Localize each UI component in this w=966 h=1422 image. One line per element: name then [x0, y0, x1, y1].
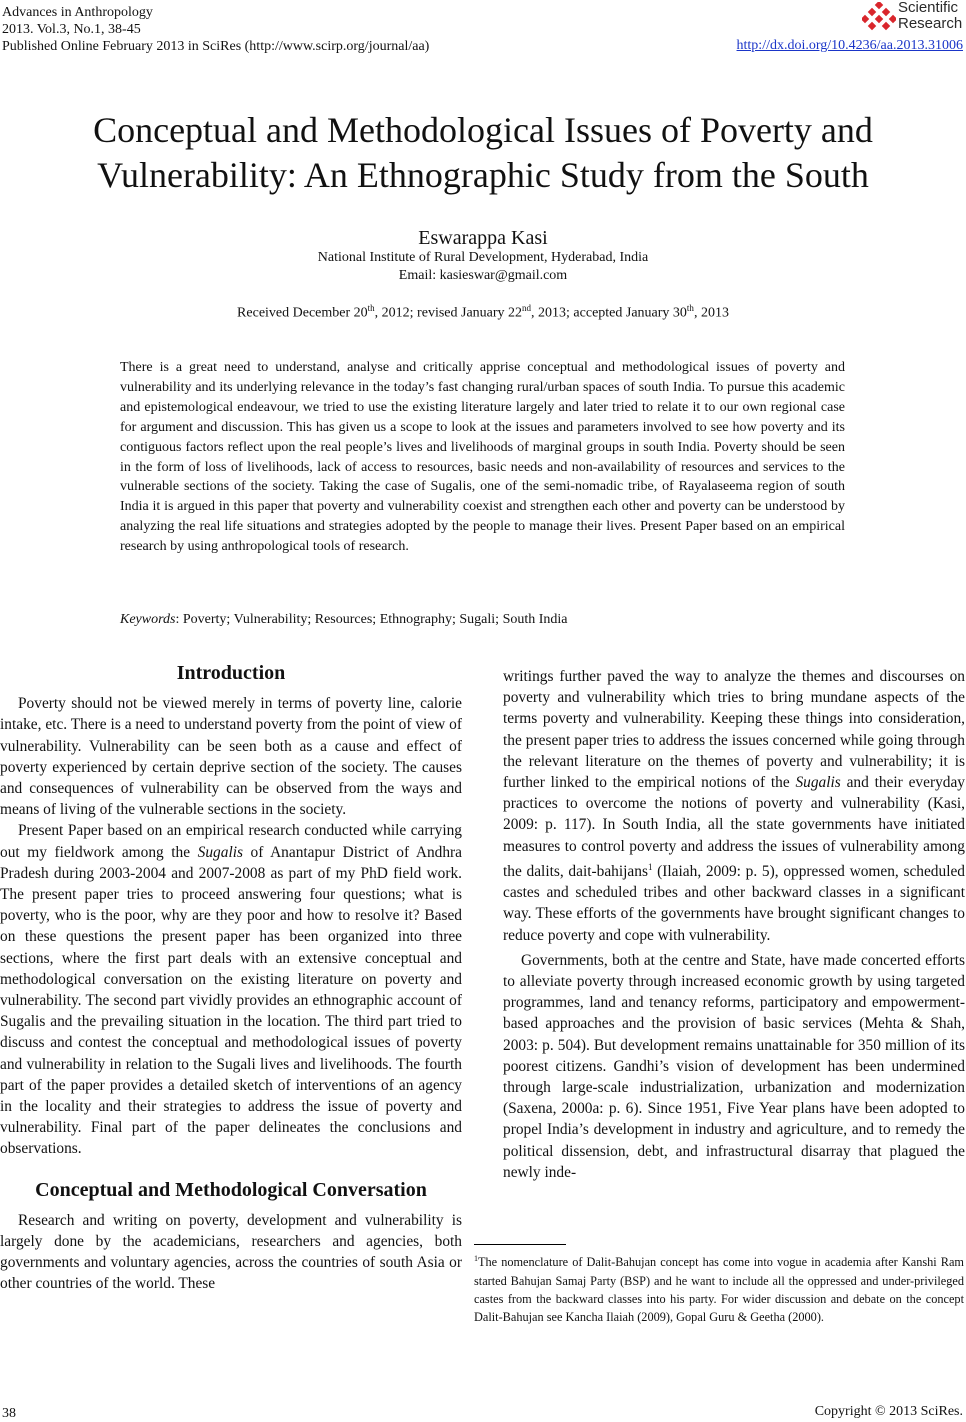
- published-line: Published Online February 2013 in SciRes (http://www.scirp.org/journal/aa): [2, 39, 430, 54]
- volume-line: 2013. Vol.3, No.1, 38-45: [2, 22, 141, 37]
- conversation-paragraph-1: Research and writing on poverty, development and vulnerability is largely done by the academicians, researchers and agencies, both governments and voluntary agencies, across the countries of south Asia or other countries of the world. These: [0, 1211, 462, 1293]
- author-email: Email: kasieswar@gmail.com: [398, 268, 568, 283]
- title-line-2: Vulnerability: An Ethnographic Study from the South: [97, 155, 869, 195]
- journal-name: Advances in Anthropology: [2, 5, 153, 20]
- abstract: There is a great need to understand, analyse and critically apprise conceptual and methodological issues of poverty and vulnerability and its underlying relevance in the today’s fast changing rural/urban spaces of south India. To pursue this academic and epistemological endeavour, we tried to use the existing literature largely and later tried to relate it to our own regional case for argument and discussion. This has given us a scope to look at the issues and parameters involved to see how poverty and its contiguous factors reflect upon the real people’s lives and livelihoods of marginal groups in south India. Poverty should be seen in the form of loss of livelihoods, lack of access to resources, basic needs and non-availability of resources and services to the vulnerable sections of the society. Taking the case of Sugalis, one of the semi-nomadic tribe, of Rayalaseema region of south India it is argued in this paper that poverty and vulnerability coexist and strengthen each other and poverty can be understood by analyzing the real life situations and strategies adopted by the people to manage their lives. Present Paper based on an empirical research by using anthropological tools of research.: [120, 360, 845, 555]
- author-name: Eswarappa Kasi: [418, 227, 548, 249]
- logo-line-1: Scientific: [898, 0, 959, 16]
- conversation-heading: Conceptual and Methodological Conversation: [35, 1178, 427, 1201]
- paper-title: [0, 108, 966, 198]
- right-column: [503, 666, 965, 1183]
- received-dates: Received December 20th, 2012; revised January 22nd, 2013; accepted January 30th, 2013: [237, 303, 729, 321]
- doi-link[interactable]: http://dx.doi.org/10.4236/aa.2013.31006: [736, 38, 963, 53]
- footnote-rule: [474, 1244, 566, 1245]
- introduction-heading: Introduction: [176, 662, 286, 684]
- keywords-list: : Poverty; Vulnerability; Resources; Ethnography; Sugali; South India: [175, 612, 568, 627]
- author-affiliation: [0, 249, 966, 285]
- keywords-label: Keywords: [120, 612, 176, 627]
- intro-paragraph-1: Poverty should not be viewed merely in terms of poverty line, calorie intake, etc. There is a need to understand poverty from the point of view of vulnerability. Vulnerability can be seen both as a cause and effect of poverty experienced by certain deprive section of the society. The causes and consequences of vulnerability can be observed from the ways and means of living of the vulnerable sections in the society.: [0, 695, 462, 819]
- page-number: 38: [2, 1406, 16, 1421]
- intro-paragraph-2: Present Paper based on an empirical research conducted while carrying out my fieldwork among the Sugalis of Anantapur District of Andhra Pradesh during 2003-2004 and 2007-2008 as part of my PhD field work. The present paper tries to proceed answering four questions; what is poverty, who is the poor, why are they poor and how to resolve it? Based on these questions the present paper has been organized into three sections, where the first part deals with an extensive conceptual and methodological conversation on the existing literature on poverty and vulnerability. The second part vividly provides an ethnographic account of Sugalis and the prevailing situation in the location. The third part tried to discuss and contest the conceptual and methodological issues of poverty and vulnerability in relation to the Sugali lives and livelihoods. The fourth part of the paper provides a detailed sketch of interventions of an agency in the locality and their strategies to address the issue of poverty and vulnerability. Final part of the paper delineates the conclusions and observations.: [0, 822, 462, 1158]
- footnote: $^1$The nomenclature of Dalit-Bahujan concept has come into vogue in academia after Kanshi Ram started Bahujan Samaj Party (BSP) and he want to include all the oppressed and under-privileged castes from the backward classes into his party. For wider discussion and debate on the concept Dalit-Bahujan see Kancha Ilaiah (2009), Gopal Guru & Geetha (2000).: [474, 1254, 964, 1325]
- logo-line-2: Research: [898, 15, 963, 32]
- left-column: [0, 663, 462, 1295]
- logo-text: [898, 0, 962, 32]
- affiliation-text: National Institute of Rural Development, Hyderabad, India: [317, 250, 649, 265]
- title-line-1: Conceptual and Methodological Issues of Poverty and: [93, 110, 873, 150]
- scientific-research-logo: [862, 0, 962, 34]
- right-paragraph-2: Governments, both at the centre and State, have made concerted efforts to alleviate poverty through increased economic growth by using targeted programmes, land and tenancy reforms, participatory and empowerment-based approaches and the provision of basic services (Mehta & Shah, 2003: p. 504). But development remains unattainable for 350 million of its poorest citizens. Gandhi’s vision of development has been undermined through large-scale industrialization, urbanization and modernization (Saxena, 2000a: p. 6). Since 1951, Five Year plans have been adopted to propel India’s development in industry and agriculture, and to remedy the political dissension, debt, and infrastructural disarray that plagued the newly inde-: [503, 951, 965, 1181]
- journal-header: [2, 4, 429, 55]
- keywords: [120, 612, 568, 628]
- copyright-notice: Copyright © 2013 SciRes.: [814, 1404, 963, 1419]
- right-paragraph-1: writings further paved the way to analyze the themes and discourses on poverty and vulnerability which tries to bring mundane aspects of the terms poverty and vulnerability. Keeping these things into consideration, the present paper tries to address the issues concerned while going through the relevant literature on the themes of poverty and vulnerability; it is further linked to the empirical notions of the Sugalis and their everyday practices to overcome the notions of poverty and vulnerability (Kasi, 2009: p. 117). In South India, all the state governments have initiated measures to control poverty and address the issues of vulnerability among the dalits, dait-bahijans$^1$ (Ilaiah, 2009: p. 5), oppressed women, scheduled castes and scheduled tribes and other backward classes in a significant way. These efforts of the governments have brought significant changes to reduce poverty and cope with vulnerability.: [503, 668, 966, 944]
- logo-diamond-icon: [862, 2, 896, 32]
